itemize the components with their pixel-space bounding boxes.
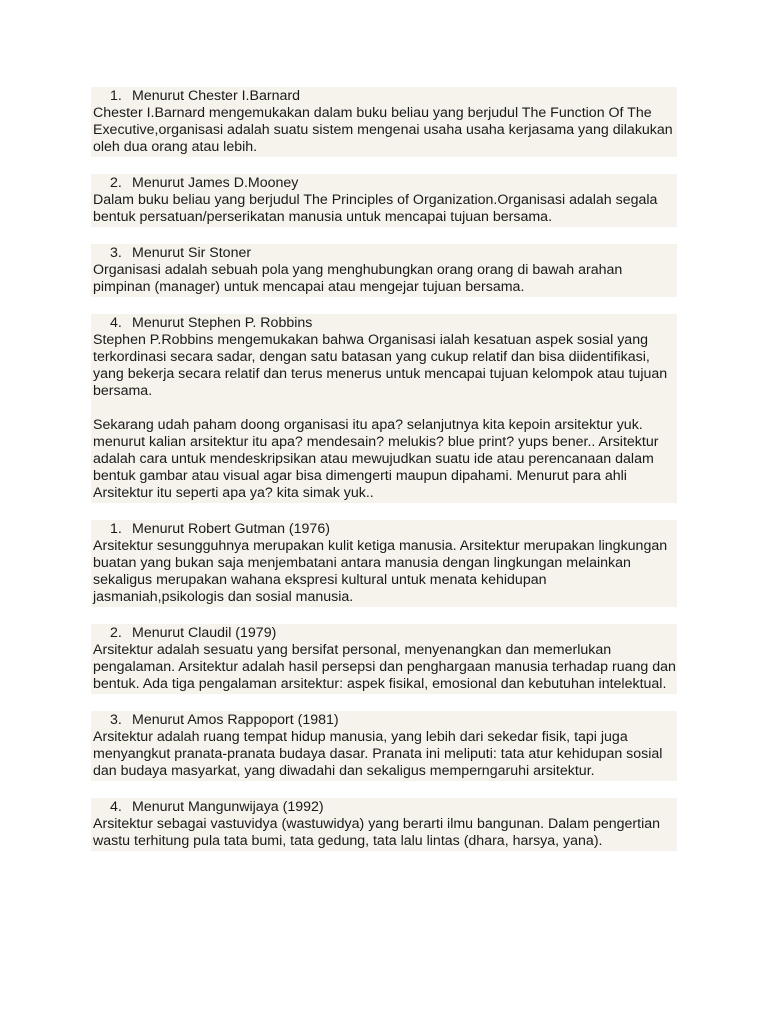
section-body: Arsitektur adalah ruang tempat hidup manusia, yang lebih dari sekedar fisik, tapi juga menyangkut pranata-pranata budaya dasar. Pranata ini meliputi: tata atur kehidupan sosial dan budaya masyarkat, yang diwadahi dan sekaligus memperngaruhi arsitektur. xyxy=(93,729,663,779)
section-body: Arsitektur adalah sesuatu yang bersifat personal, menyenangkan dan memerlukan pengalaman. Arsitektur adalah hasil persepsi dan penghargaan manusia terhadap ruang dan bentuk. Ada tiga pengalaman arsitektur: aspek fisikal, emosional dan kebutuhan intelektual. xyxy=(93,642,676,692)
section-body: Organisasi adalah sebuah pola yang menghubungkan orang orang di bawah arahan pimpinan (manager) untuk mencapai atau mengejar tujuan bersama. xyxy=(93,262,623,295)
section-heading: 3. Menurut Amos Rappoport (1981) xyxy=(110,712,339,728)
section-body: Arsitektur sesungguhnya merupakan kulit ketiga manusia. Arsitektur merupakan lingkungan buatan yang bukan saja menjembatani antara manusia dengan lingkungan melainkan sekaligus merupakan wahana ekspresi kultural untuk menata kehidupan jasmaniah,psikologis dan sosial manusia. xyxy=(93,538,668,605)
org-definition-1 xyxy=(91,87,677,157)
blank-line xyxy=(93,400,676,417)
section-heading: 1. Menurut Chester I.Barnard xyxy=(110,88,300,104)
arch-definition-3 xyxy=(91,711,677,781)
section-body: Stephen P.Robbins mengemukakan bahwa Organisasi ialah kesatuan aspek sosial yang terkordinasi secara sadar, dengan satu batasan yang cukup relatif dan bisa diidentifikasi, yang bekerja secara relatif dan terus menerus untuk mencapai tujuan kelompok atau tujuan bersama. xyxy=(93,332,668,399)
section-body: Arsitektur sebagai vastuvidya (wastuwidya) yang berarti ilmu bangunan. Dalam pengertian wastu terhitung pula tata bumi, tata gedung, tata lalu lintas (dhara, harsya, yana). xyxy=(93,816,661,849)
org-definition-3 xyxy=(91,244,677,297)
section-heading: 4. Menurut Mangunwijaya (1992) xyxy=(110,799,324,815)
section-heading: 2. Menurut James D.Mooney xyxy=(110,175,299,191)
org-definition-2 xyxy=(91,174,677,227)
document-page xyxy=(91,87,677,868)
transition-paragraph: Sekarang udah paham doong organisasi itu apa? selanjutnya kita kepoin arsitektur yuk. menurut kalian arsitektur itu apa? mendesain? melukis? blue print? yups bener.. Arsitektur adalah cara untuk mendeskripsikan atau mewujudkan suatu ide atau perencanaan dalam bentuk gambar atau visual agar bisa dimengerti maupun dipahami. Menurut para ahli Arsitektur itu seperti apa ya? kita simak yuk.. xyxy=(93,417,659,501)
section-body: Chester I.Barnard mengemukakan dalam buku beliau yang berjudul The Function Of The Executive,organisasi adalah suatu sistem mengenai usaha usaha kerjasama yang dilakukan oleh dua orang atau lebih. xyxy=(93,105,673,155)
org-definition-4 xyxy=(91,314,677,503)
arch-definition-2 xyxy=(91,624,677,694)
arch-definition-1 xyxy=(91,520,677,607)
section-heading: 3. Menurut Sir Stoner xyxy=(110,245,252,261)
spacer xyxy=(91,503,677,520)
section-heading: 2. Menurut Claudil (1979) xyxy=(110,625,277,641)
arch-definition-4 xyxy=(91,798,677,851)
section-body: Dalam buku beliau yang berjudul The Principles of Organization.Organisasi adalah segala bentuk persatuan/perserikatan manusia untuk mencapai tujuan bersama. xyxy=(93,192,658,225)
section-heading: 1. Menurut Robert Gutman (1976) xyxy=(110,521,330,537)
section-heading: 4. Menurut Stephen P. Robbins xyxy=(110,315,313,331)
